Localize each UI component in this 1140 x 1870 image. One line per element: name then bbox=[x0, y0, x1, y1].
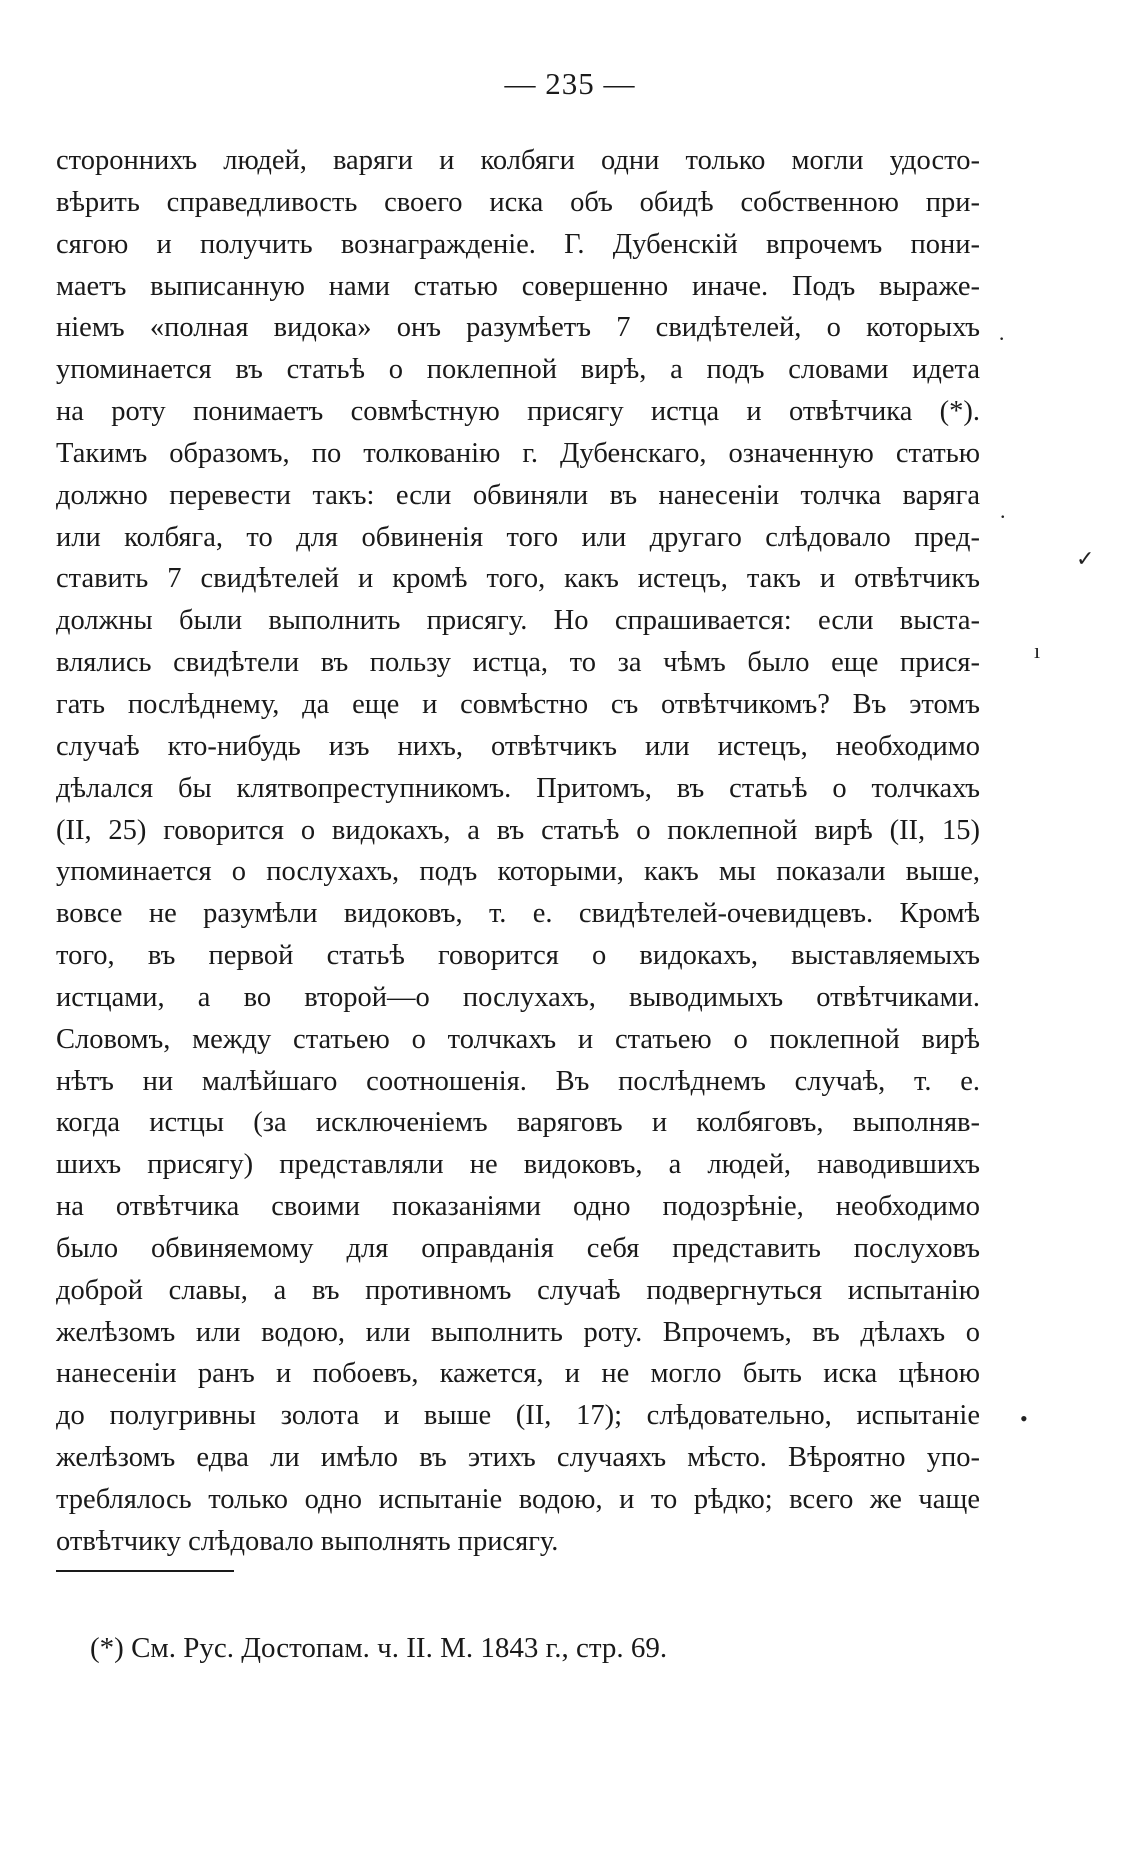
text-line: Словомъ, между статьею о толчкахъ и статьею о поклепной вирѣ bbox=[56, 1023, 980, 1055]
scan-speck: ı bbox=[1034, 638, 1041, 663]
text-line: ставить 7 свидѣтелей и кромѣ того, какъ истецъ, такъ и отвѣтчикъ bbox=[56, 563, 980, 595]
text-line: гать послѣднему, да еще и совмѣстно съ отвѣтчикомъ? Въ этомъ bbox=[56, 688, 980, 720]
text-line: истцами, а во второй—о послухахъ, выводимыхъ отвѣтчиками. bbox=[56, 981, 980, 1013]
text-line: маетъ выписанную нами статью совершенно иначе. Подъ выраже- bbox=[56, 270, 980, 302]
text-line: до полугривны золота и выше (II, 17); слѣдовательно, испытаніе bbox=[56, 1400, 980, 1432]
scan-speck: ✓ bbox=[1076, 546, 1095, 571]
footnote-divider bbox=[56, 1570, 234, 1572]
text-line: должно перевести такъ: если обвиняли въ нанесеніи толчка варяга bbox=[56, 479, 980, 511]
text-line: отвѣтчику слѣдовало выполнять присягу. bbox=[56, 1525, 559, 1557]
text-line: доброй славы, а въ противномъ случаѣ подвергнуться испытанію bbox=[56, 1274, 980, 1306]
body-text bbox=[56, 140, 980, 1563]
text-line: случаѣ кто-нибудь изъ нихъ, отвѣтчикъ или истецъ, необходимо bbox=[56, 730, 980, 762]
text-line: ніемъ «полная видока» онъ разумѣетъ 7 свидѣтелей, о которыхъ bbox=[56, 312, 980, 344]
text-line: должны были выполнить присягу. Но спрашивается: если выста- bbox=[56, 605, 980, 637]
text-line: на отвѣтчика своими показаніями одно подозрѣніе, необходимо bbox=[56, 1191, 980, 1223]
text-line: когда истцы (за исключеніемъ варяговъ и колбяговъ, выполняв- bbox=[56, 1107, 980, 1139]
text-line: стороннихъ людей, варяги и колбяги одни только могли удосто- bbox=[56, 145, 980, 176]
text-line: Такимъ образомъ, по толкованію г. Дубенскаго, означенную статью bbox=[56, 437, 980, 469]
text-line: упоминается о послухахъ, подъ которыми, какъ мы показали выше, bbox=[56, 856, 980, 888]
text-line: было обвиняемому для оправданія себя представить послуховъ bbox=[56, 1232, 980, 1264]
scan-speck: . bbox=[1000, 498, 1006, 523]
text-line: (II, 25) говорится о видокахъ, а въ статьѣ о поклепной вирѣ (II, 15) bbox=[56, 814, 980, 846]
text-line: сягою и получить вознагражденіе. Г. Дубенскій впрочемъ пони- bbox=[56, 228, 980, 260]
text-line: дѣлался бы клятвопреступникомъ. Притомъ, въ статьѣ о толчкахъ bbox=[56, 772, 980, 804]
text-line: треблялось только одно испытаніе водою, и то рѣдко; всего же чаще bbox=[56, 1484, 980, 1515]
page-number: — 235 — bbox=[504, 66, 636, 101]
footnote: (*) См. Рус. Достопам. ч. II. М. 1843 г., стр. 69. bbox=[90, 1632, 668, 1664]
text-line: вѣрить справедливость своего иска объ обидѣ собственною при- bbox=[56, 186, 980, 218]
text-line: того, въ первой статьѣ говорится о видокахъ, выставляемыхъ bbox=[56, 940, 980, 972]
text-line: нанесеніи ранъ и побоевъ, кажется, и не могло быть иска цѣною bbox=[56, 1358, 980, 1390]
text-line: или колбяга, то для обвиненія того или другаго слѣдовало пред- bbox=[56, 521, 980, 553]
text-line: на роту понимаетъ совмѣстную присягу истца и отвѣтчика (*). bbox=[56, 396, 980, 428]
text-line: желѣзомъ едва ли имѣло въ этихъ случаяхъ мѣсто. Вѣроятно упо- bbox=[56, 1442, 980, 1474]
text-line: вовсе не разумѣли видоковъ, т. е. свидѣтелей-очевидцевъ. Кромѣ bbox=[56, 898, 980, 930]
text-line: шихъ присягу) представляли не видоковъ, а людей, наводившихъ bbox=[56, 1149, 980, 1181]
scan-speck: • bbox=[1020, 1406, 1028, 1431]
scan-speck: · bbox=[998, 326, 1006, 351]
text-line: упоминается въ статьѣ о поклепной вирѣ, а подъ словами идета bbox=[56, 354, 980, 386]
text-line: влялись свидѣтели въ пользу истца, то за чѣмъ было еще прися- bbox=[56, 647, 980, 679]
text-line: желѣзомъ или водою, или выполнить роту. Впрочемъ, въ дѣлахъ о bbox=[56, 1316, 980, 1348]
text-line: нѣтъ ни малѣйшаго соотношенія. Въ послѣднемъ случаѣ, т. е. bbox=[56, 1065, 980, 1097]
